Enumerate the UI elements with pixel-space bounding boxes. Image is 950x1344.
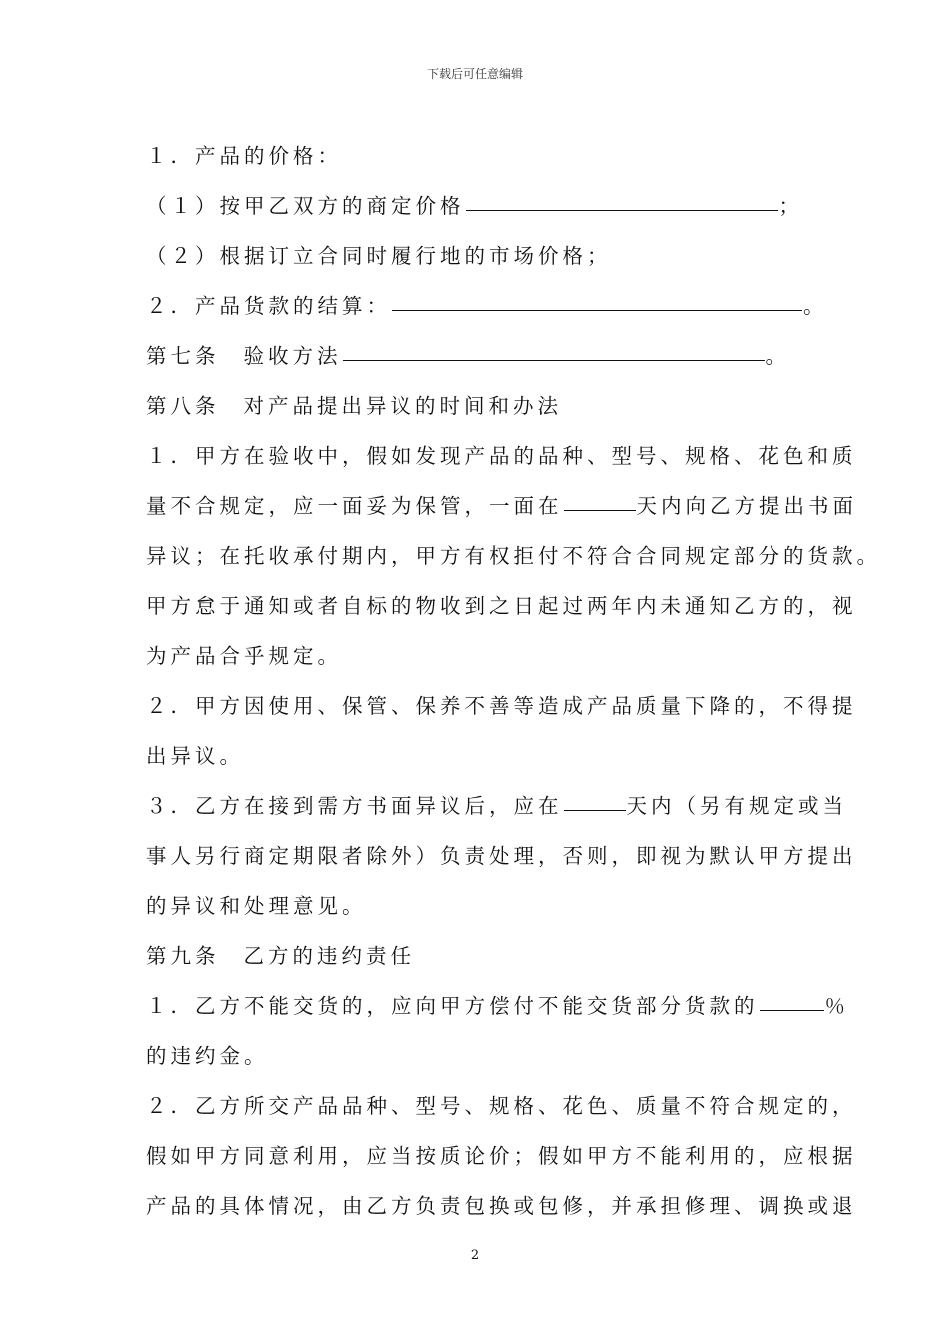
page-header: 下载后可任意编辑 bbox=[426, 67, 523, 81]
fill-blank bbox=[760, 1009, 824, 1011]
text-line: 甲方怠于通知或者自标的物收到之日起过两年内未通知乙方的，视 bbox=[146, 594, 857, 618]
text-line: 的违约金。 bbox=[146, 1044, 269, 1068]
text-line: （１）按甲乙双方的商定价格 ； bbox=[146, 194, 803, 218]
text-line: ３．乙方在接到需方书面异议后，应在 天内（另有规定或当 bbox=[146, 794, 847, 818]
text-line: 事人另行商定期限者除外）负责处理，否则，即视为默认甲方提出 bbox=[146, 844, 857, 868]
page-number: 2 bbox=[470, 1248, 480, 1263]
text-line: 的异议和处理意见。 bbox=[146, 894, 367, 918]
text-line: 假如甲方同意利用，应当按质论价；假如甲方不能利用的，应根据 bbox=[146, 1144, 857, 1168]
fill-blank bbox=[392, 309, 802, 311]
text-line: （２）根据订立合同时履行地的市场价格； bbox=[146, 244, 612, 268]
text-line: １．乙方不能交货的，应向甲方偿付不能交货部分货款的 ％ bbox=[146, 994, 849, 1018]
text-line: ２．产品货款的结算： 。 bbox=[146, 294, 828, 318]
text-line: １．甲方在验收中，假如发现产品的品种、型号、规格、花色和质 bbox=[146, 444, 857, 468]
fill-blank bbox=[466, 209, 778, 211]
text-line: ２．甲方因使用、保管、保养不善等造成产品质量下降的，不得提 bbox=[146, 694, 857, 718]
fill-blank bbox=[343, 359, 765, 361]
text-line: ２．乙方所交产品品种、型号、规格、花色、质量不符合规定的， bbox=[146, 1094, 857, 1118]
fill-blank bbox=[564, 509, 636, 511]
text-line: 出异议。 bbox=[146, 744, 244, 768]
article-heading: 第七条 验收方法 。 bbox=[146, 344, 790, 368]
text-line: 异议；在托收承付期内，甲方有权拒付不符合合同规定部分的货款。 bbox=[146, 544, 881, 568]
document-body bbox=[146, 131, 881, 1231]
fill-blank bbox=[564, 809, 626, 811]
article-heading: 第九条 乙方的违约责任 bbox=[146, 944, 415, 968]
text-line: 产品的具体情况，由乙方负责包换或包修，并承担修理、调换或退 bbox=[146, 1194, 857, 1218]
text-line: 量不合规定，应一面妥为保管，一面在 天内向乙方提出书面 bbox=[146, 494, 857, 518]
text-line: 为产品合乎规定。 bbox=[146, 644, 342, 668]
text-line: １．产品的价格： bbox=[146, 144, 342, 168]
article-heading: 第八条 对产品提出异议的时间和办法 bbox=[146, 394, 562, 418]
